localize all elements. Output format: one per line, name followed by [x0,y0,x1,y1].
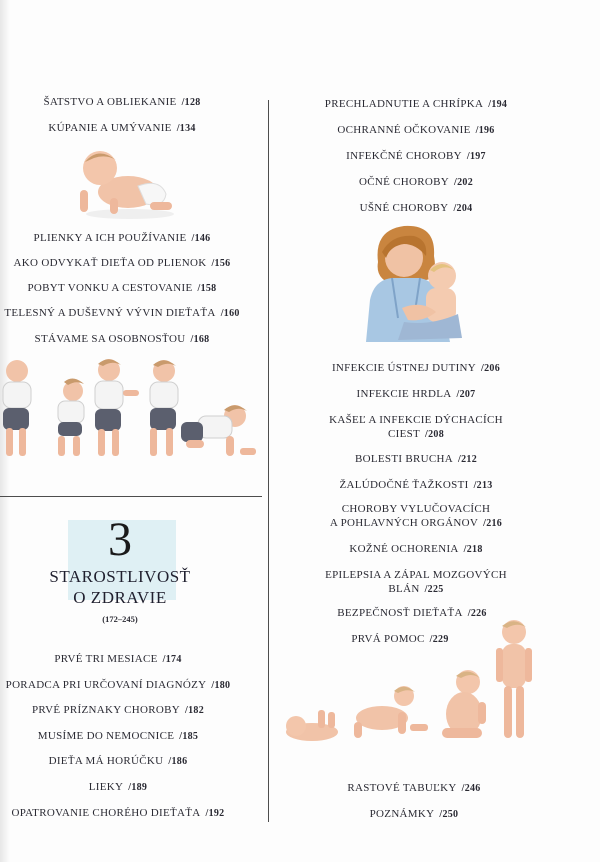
toc-entry-page: /246 [461,783,481,794]
column-divider [268,100,269,822]
toc-entry[interactable] [12,806,225,821]
toc-entry-title: PRECHLADNUTIE A CHRÍPKA [324,98,484,110]
toc-entry-title: UŠNÉ CHOROBY [359,202,449,214]
toc-entry-title: MUSÍME DO NEMOCNICE [37,730,175,742]
toc-entry-page: /207 [456,389,476,400]
toc-entry-title: LIEKY [88,781,124,793]
toc-entry-title: PRVÉ PRÍZNAKY CHOROBY [31,704,181,716]
toc-entry-page: /185 [179,731,199,742]
toc-entry-title: ŽALÚDOČNÉ ŤAŽKOSTI [339,479,469,491]
toc-entry[interactable] [301,413,531,442]
toc-entry[interactable] [346,149,486,164]
toc-entry-title: INFEKCIE HRDLA [356,388,452,400]
toc-entry[interactable] [14,256,231,271]
mother-and-child-photo [364,222,470,346]
toc-entry-page: /208 [425,429,445,440]
toc-entry-title: PORADCA PRI URČOVANÍ DIAGNÓZY [5,679,207,691]
toc-entry-page: /180 [211,680,231,691]
toc-entry-title: PRVÉ TRI MESIACE [54,653,158,665]
toc-entry-page: /194 [488,99,508,110]
toc-entry-page: /134 [176,123,196,134]
toc-entry-title: INFEKCIE ÚSTNEJ DUTINY [331,362,477,374]
crawling-baby-photo [68,142,180,224]
toc-entry-title: EPILEPSIA A ZÁPAL MOZGOVÝCH [325,569,507,581]
toc-entry-title: TELESNÝ A DUŠEVNÝ VÝVIN DIEŤAŤA [4,307,216,319]
toc-entry-page: /229 [429,634,449,645]
toc-entry[interactable] [49,754,188,769]
toc-entry-page: /128 [181,97,201,108]
toc-entry-title: STÁVAME SA OSOBNOSŤOU [34,333,186,345]
toc-entry[interactable] [357,387,476,402]
toc-entry[interactable] [360,201,473,216]
toc-entry-title: DIEŤA MÁ HORÚČKU [48,755,164,767]
chapter-number: 3 [108,513,132,566]
toc-entry-page: /216 [483,518,503,529]
toc-entry[interactable] [4,306,239,321]
toc-entry-title: PRVÁ POMOC [351,633,425,645]
toc-entry-title: OCHRANNÉ OČKOVANIE [337,124,471,136]
toc-entry-page: /174 [162,654,182,665]
toc-entry-page: /250 [439,809,459,820]
toc-entry-page: /182 [185,705,205,716]
chapter-title-line: O ZDRAVIE [73,588,167,607]
chapter-title [0,566,240,608]
toc-entry[interactable] [301,568,531,597]
section-divider [0,496,262,497]
walking-toddlers-sequence-photo [0,352,262,464]
toc-entry-title: KÚPANIE A UMÝVANIE [48,122,172,134]
toc-entry[interactable] [301,502,531,531]
toc-entry-page: /196 [475,125,495,136]
toc-entry[interactable] [349,542,482,557]
toc-entry-title: ŠATSTVO A OBLIEKANIE [43,96,177,108]
chapter-page-range: (172–245) [102,614,138,624]
toc-entry-title: BOLESTI BRUCHA [355,453,454,465]
toc-entry[interactable] [337,123,494,138]
toc-entry[interactable] [32,703,204,718]
toc-entry[interactable] [347,781,480,796]
toc-entry[interactable] [339,478,492,493]
toc-entry-page: /158 [197,283,217,294]
toc-entry-title: KOŽNÉ OCHORENIA [349,543,459,555]
toc-entry-page: /218 [463,544,483,555]
toc-entry-title: BLÁN [388,583,420,595]
toc-entry-line [301,582,531,597]
toc-entry[interactable] [370,807,459,822]
toc-entry-title: KAŠEĽ A INFEKCIE DÝCHACÍCH [329,414,503,426]
toc-entry-title: AKO ODVYKAŤ DIEŤA OD PLIENOK [13,257,207,269]
toc-entry-page: /192 [205,808,225,819]
toc-entry-page: /146 [191,233,211,244]
toc-entry-title: POZNÁMKY [369,808,435,820]
toc-entry-title: PLIENKY A ICH POUŽÍVANIE [33,232,187,244]
toc-entry-title: CIEST [387,428,421,440]
toc-entry[interactable] [28,281,217,296]
toc-entry[interactable] [54,652,181,667]
baby-growth-stages-photo [282,618,544,748]
toc-entry-page: /160 [220,308,240,319]
toc-entry-page: /225 [424,584,444,595]
toc-entry-title: CHOROBY VYLUČOVACÍCH [341,503,491,515]
toc-entry[interactable] [359,175,473,190]
chapter-title-line: STAROSTLIVOSŤ [49,567,191,586]
toc-entry-page: /204 [453,203,473,214]
toc-entry[interactable] [34,231,211,246]
toc-entry-title: OČNÉ CHOROBY [358,176,450,188]
toc-entry-title: BEZPEČNOSŤ DIEŤAŤA [337,607,463,619]
toc-entry-page: /189 [128,782,148,793]
toc-entry[interactable] [355,452,477,467]
toc-entry[interactable] [35,332,210,347]
toc-entry-page: /226 [467,608,487,619]
toc-entry-line [301,516,531,531]
toc-entry-title: OPATROVANIE CHORÉHO DIEŤAŤA [11,807,201,819]
toc-entry-page: /213 [473,480,493,491]
toc-entry-page: /212 [458,454,477,465]
toc-entry-page: /197 [466,151,486,162]
toc-entry[interactable] [48,121,195,136]
toc-entry-title: POBYT VONKU A CESTOVANIE [27,282,193,294]
toc-entry-title: RASTOVÉ TABUĽKY [347,782,457,794]
toc-entry-page: /168 [190,334,210,345]
toc-entry[interactable] [332,361,500,376]
toc-entry-page: /156 [211,258,231,269]
toc-entry-page: /206 [481,363,501,374]
toc-entry-page: /202 [454,177,474,188]
toc-entry[interactable] [89,780,147,795]
toc-entry[interactable] [38,729,198,744]
toc-entry-title: INFEKČNÉ CHOROBY [346,150,462,162]
toc-entry[interactable] [325,97,507,112]
toc-entry[interactable] [43,95,200,110]
toc-entry-line [301,427,531,442]
toc-entry-title: A POHLAVNÝCH ORGÁNOV [329,517,479,529]
toc-entry[interactable] [6,678,231,693]
toc-entry-page: /186 [168,756,188,767]
